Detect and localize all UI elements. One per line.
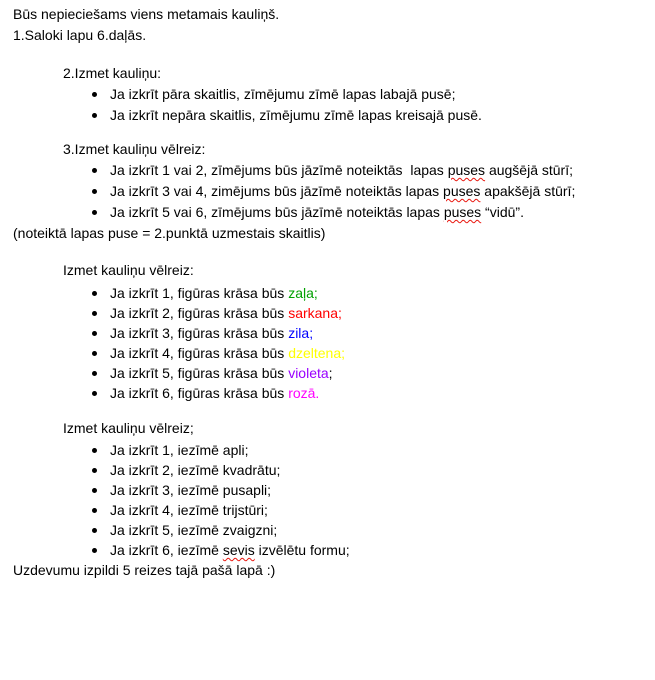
bullet-dot-icon [92,371,97,376]
bullet-item [13,363,655,383]
color-section-header: Izmet kauliņu vēlreiz: [63,262,194,278]
text-segment: ; [328,365,333,381]
color-word: zila; [288,325,314,341]
bullet-text [110,385,319,401]
color-word: rozā. [288,385,320,401]
text-segment: Ja izkrīt 3, iezīmē pusapli; [110,482,272,498]
bullet-text [110,183,575,199]
section-color-roll [13,260,655,403]
bullet-item [13,520,655,540]
misspelled-word: puses [447,162,486,178]
color-word: sarkana; [288,305,342,321]
bullet-dot-icon [92,291,97,296]
bullet-text [110,204,524,220]
bullet-text [110,462,280,478]
misspelled-word: puses [443,183,481,199]
section-shape-roll [13,418,655,560]
text-segment: Ja izkrīt nepāra skaitlis, zīmējumu zīmē lapas kreisajā pusē. [110,107,482,123]
bullet-text [110,305,342,321]
footer-paragraph: Uzdevumu izpildi 5 reizes tajā pašā lapā :) [13,562,276,578]
text-segment: Ja izkrīt pāra skaitlis, zīmējumu zīmē lapas labajā pusē; [110,86,456,102]
bullet-dot-icon [92,468,97,473]
bullet-text [110,86,455,102]
bullet-dot-icon [92,113,97,118]
fold-step-paragraph: 1.Saloki lapu 6.daļās. [13,27,147,43]
bullet-text [110,325,313,341]
bullet-item [13,383,655,403]
bullet-item [13,343,655,363]
bullet-item [13,323,655,343]
shape-section-header: Izmet kauliņu vēlreiz; [63,420,194,436]
text-segment: Ja izkrīt 4, figūras krāsa būs [110,345,289,361]
bullet-dot-icon [92,488,97,493]
shape-bullet-list [13,440,655,560]
bullet-text [110,542,350,558]
text-segment: Ja izkrīt 5, figūras krāsa būs [110,365,289,381]
section-3-bullet-list [13,160,655,223]
bullet-text [110,285,318,301]
text-segment: Ja izkrīt 5, iezīmē zvaigzni; [110,522,278,538]
bullet-dot-icon [92,528,97,533]
bullet-item [13,480,655,500]
section-dice-roll-3 [13,139,655,223]
text-segment: Ja izkrīt 6, figūras krāsa būs [110,385,289,401]
bullet-text [110,162,573,178]
text-segment: izvēlētu formu; [254,542,350,558]
text-segment: “vidū”. [481,204,524,220]
bullet-item [13,202,655,223]
section-3-header: 3.Izmet kauliņu vēlreiz: [63,141,206,157]
bullet-text [110,107,482,123]
note-paragraph: (noteiktā lapas puse = 2.punktā uzmestais skaitlis) [13,225,326,241]
bullet-item [13,540,655,560]
bullet-dot-icon [92,351,97,356]
text-segment: Ja izkrīt 2, figūras krāsa būs [110,305,289,321]
bullet-dot-icon [92,508,97,513]
bullet-dot-icon [92,210,97,215]
text-segment: Ja izkrīt 5 vai 6, zīmējums būs jāzīmē noteiktās lapas [110,204,444,220]
bullet-text [110,365,333,381]
misspelled-word: sevis [222,542,255,558]
bullet-item [13,105,655,126]
bullet-dot-icon [92,168,97,173]
bullet-text [110,522,277,538]
text-segment: Ja izkrīt 6, iezīmē [110,542,223,558]
text-segment: Ja izkrīt 1 vai 2, zīmējums būs jāzīmē noteiktās lapas [110,162,448,178]
section-2-header: 2.Izmet kauliņu: [63,65,162,81]
bullet-item [13,160,655,181]
section-2-bullet-list [13,84,655,126]
bullet-item [13,84,655,105]
bullet-item [13,303,655,323]
bullet-item [13,460,655,480]
text-segment: Ja izkrīt 1, iezīmē apli; [110,442,249,458]
bullet-dot-icon [92,311,97,316]
intro-paragraph: Būs nepieciešams viens metamais kauliņš. [13,6,280,22]
text-segment: apakšējā stūrī; [480,183,576,199]
section-dice-roll-2 [13,63,655,126]
bullet-text [110,345,345,361]
bullet-dot-icon [92,391,97,396]
bullet-item [13,283,655,303]
bullet-text [110,482,271,498]
text-segment: Ja izkrīt 3 vai 4, zimējums būs jāzīmē noteiktās lapas [110,183,444,199]
bullet-dot-icon [92,448,97,453]
bullet-item [13,440,655,460]
bullet-text [110,502,268,518]
bullet-item [13,500,655,520]
bullet-dot-icon [92,189,97,194]
misspelled-word: puses [443,204,482,220]
bullet-dot-icon [92,331,97,336]
text-segment: Ja izkrīt 1, figūras krāsa būs [110,285,289,301]
color-bullet-list [13,283,655,403]
bullet-item [13,181,655,202]
text-segment: Ja izkrīt 4, iezīmē trijstūri; [110,502,268,518]
color-word: dzeltena; [288,345,346,361]
color-word: violeta [288,365,329,381]
text-segment: Ja izkrīt 3, figūras krāsa būs [110,325,289,341]
color-word: zaļa; [288,285,318,301]
text-segment: augšējā stūrī; [485,162,573,178]
bullet-dot-icon [92,92,97,97]
bullet-dot-icon [92,548,97,553]
bullet-text [110,442,249,458]
text-segment: Ja izkrīt 2, iezīmē kvadrātu; [110,462,281,478]
